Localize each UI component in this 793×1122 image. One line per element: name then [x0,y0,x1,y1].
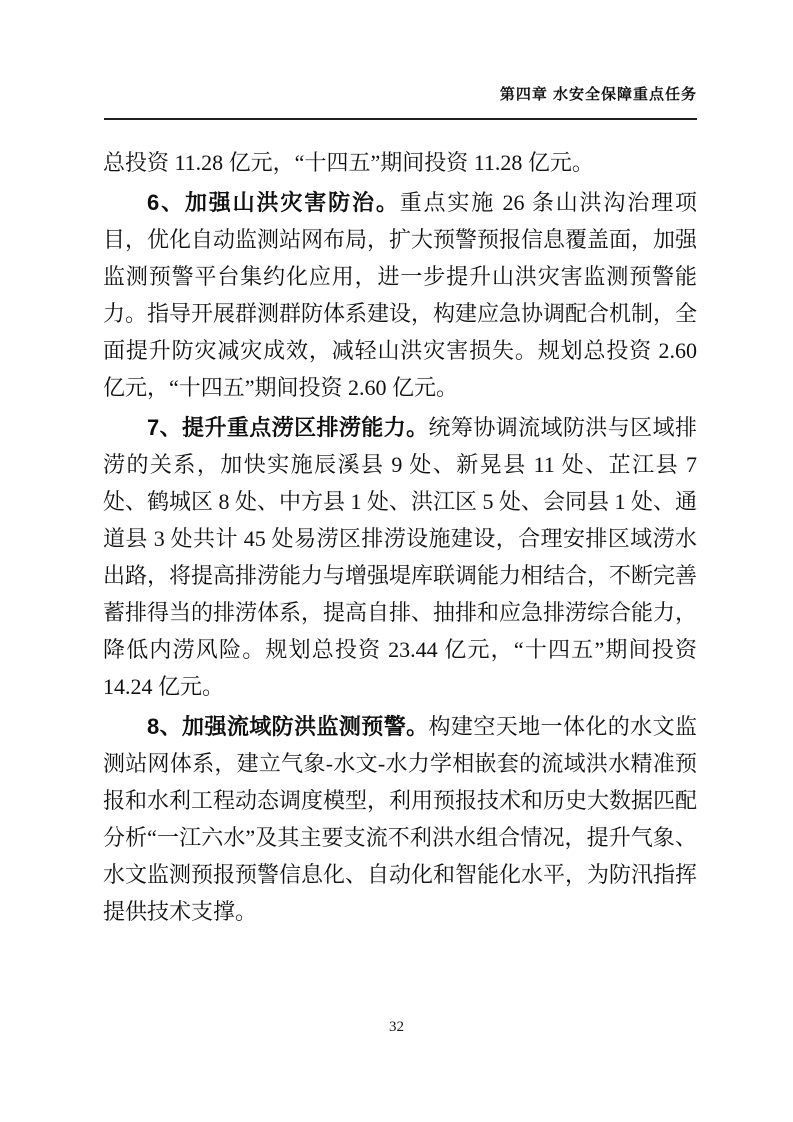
paragraph-text: 统筹协调流域防洪与区域排涝的关系，加快实施辰溪县 9 处、新晃县 11 处、芷江县 7 处、鹤城区 8 处、中方县 1 处、洪江区 5 处、会同县 1 处、通道县 3 处共计 45 处易涝区排涝设施建设，合理安排区域涝水出路，将提高排涝能力与增强堤库联调能力相结合，不断完善蓄排得当的排涝体系，提高自排、抽排和应急排涝综合能力，降低内涝风险。规划总投资 23.44 亿元，“十四五”期间投资 14.24 亿元。 [103,415,698,699]
page-footer [0,1019,793,1036]
paragraph-text: 总投资 11.28 亿元，“十四五”期间投资 11.28 亿元。 [103,150,594,175]
paragraph-item-8 [103,708,697,930]
running-header-chapter-title: 第四章 水安全保障重点任务 [499,86,697,103]
header-rule-divider [104,118,697,120]
body-text [103,144,697,933]
paragraph-lead: 8、加强流域防洪监测预警。 [147,714,429,739]
paragraph-lead: 6、加强山洪灾害防治。 [147,190,400,215]
paragraph-text: 构建空天地一体化的水文监测站网体系，建立气象-水文-水力学相嵌套的流域洪水精准预报和水利工程动态调度模型，利用预报技术和历史大数据匹配分析“一江六水”及其主要支流不利洪水组合情况，提升气象、水文监测预报预警信息化、自动化和智能化水平，为防汛指挥提供技术支撑。 [103,714,698,924]
paragraph-text: 重点实施 26 条山洪沟治理项目，优化自动监测站网布局，扩大预警预报信息覆盖面，加强监测预警平台集约化应用，进一步提升山洪灾害监测预警能力。指导开展群测群防体系建设，构建应急协调配合机制，全面提升防灾减灾成效，减轻山洪灾害损失。规划总投资 2.60 亿元，“十四五”期间投资 2.60 亿元。 [103,190,698,400]
paragraph-continuation [103,144,697,181]
page-number: 32 [389,1019,404,1035]
paragraph-item-6 [103,184,697,406]
paragraph-item-7 [103,409,697,705]
paragraph-lead: 7、提升重点涝区排涝能力。 [147,415,429,440]
